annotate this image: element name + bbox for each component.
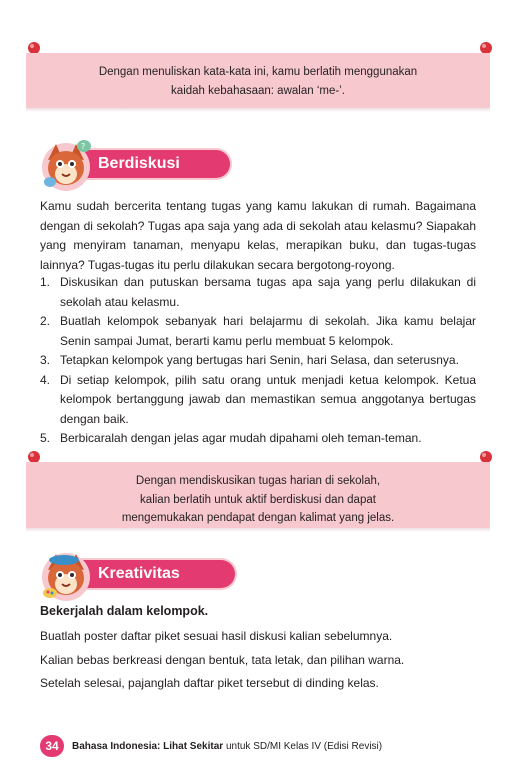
svg-text:?: ?	[81, 142, 86, 151]
list-item	[40, 273, 476, 312]
list-number: 3.	[40, 353, 51, 367]
kreativitas-line: Kalian bebas berkreasi dengan bentuk, tata letak, dan pilihan warna.	[40, 653, 405, 667]
list-text: Diskusikan dan putuskan bersama tugas apa saja yang perlu dilakukan di sekolah atau kelasmu.	[60, 275, 476, 309]
section-header-kreativitas	[38, 546, 238, 602]
book-suffix: untuk SD/MI Kelas IV (Edisi Revisi)	[223, 740, 383, 752]
book-title: Bahasa Indonesia: Lihat Sekitar	[72, 740, 224, 752]
note-line: Dengan mendiskusikan tugas harian di sekolah,	[135, 475, 381, 487]
note-line: Dengan menuliskan kata-kata ini, kamu berlatih menggunakan	[98, 66, 418, 78]
list-item	[40, 351, 476, 371]
list-text: Buatlah kelompok sebanyak hari belajarmu di sekolah. Jika kamu belajar Senin sampai Jumat, berarti kamu perlu membuat 5 kelompok.	[60, 314, 476, 348]
mascot-creative-icon	[38, 546, 96, 604]
page-number: 34	[40, 735, 64, 757]
list-text: Tetapkan kelompok yang bertugas hari Senin, hari Selasa, dan seterusnya.	[60, 353, 459, 367]
note-line: kaidah kebahasaan: awalan ‘me-’.	[171, 84, 345, 97]
list-number: 4.	[40, 372, 51, 387]
intro-paragraph: Kamu sudah bercerita tentang tugas yang kamu lakukan di rumah. Bagaimana dengan di sekolah? Tugas apa saja yang ada di sekolah atau kelasmu? Siapakah yang menyiram tanaman, menyapu kelas, merapikan buku, dan tugas-tugas lainnya? Tugas-tugas itu perlu dilakukan secara bergotong-royong.	[40, 199, 476, 272]
mascot-discuss-icon	[38, 136, 96, 194]
list-item	[40, 312, 476, 351]
note-line: kalian berlatih untuk aktif berdiskusi dan dapat	[140, 493, 376, 506]
list-item	[40, 371, 476, 430]
note-box-top	[26, 53, 490, 108]
section-title: Kreativitas	[82, 560, 235, 588]
list-number: 1.	[40, 275, 51, 289]
list-number: 2.	[40, 314, 51, 328]
note-line: mengemukakan pendapat dengan kalimat yang jelas.	[121, 512, 395, 524]
list-text: Berbicaralah dengan jelas agar mudah dipahami oleh teman-teman.	[60, 431, 422, 445]
note-box-middle	[26, 462, 490, 528]
kreativitas-line: Buatlah poster daftar piket sesuai hasil diskusi kalian sebelumnya.	[40, 629, 393, 643]
page-footer	[40, 735, 382, 757]
kreativitas-line: Setelah selesai, pajanglah daftar piket tersebut di dinding kelas.	[40, 676, 379, 690]
kreativitas-subtitle: Bekerjalah dalam kelompok.	[40, 604, 209, 618]
section-header-berdiskusi	[38, 136, 238, 192]
steps-list	[40, 273, 476, 449]
list-number: 5.	[40, 431, 51, 445]
list-item	[40, 429, 476, 449]
section-title: Berdiskusi	[82, 150, 230, 178]
footer-text	[72, 741, 382, 752]
list-text: Di setiap kelompok, pilih satu orang untuk menjadi ketua kelompok. Ketua kelompok bertanggung jawab dan memastikan semua anggotanya bertugas dengan baik.	[60, 372, 476, 426]
